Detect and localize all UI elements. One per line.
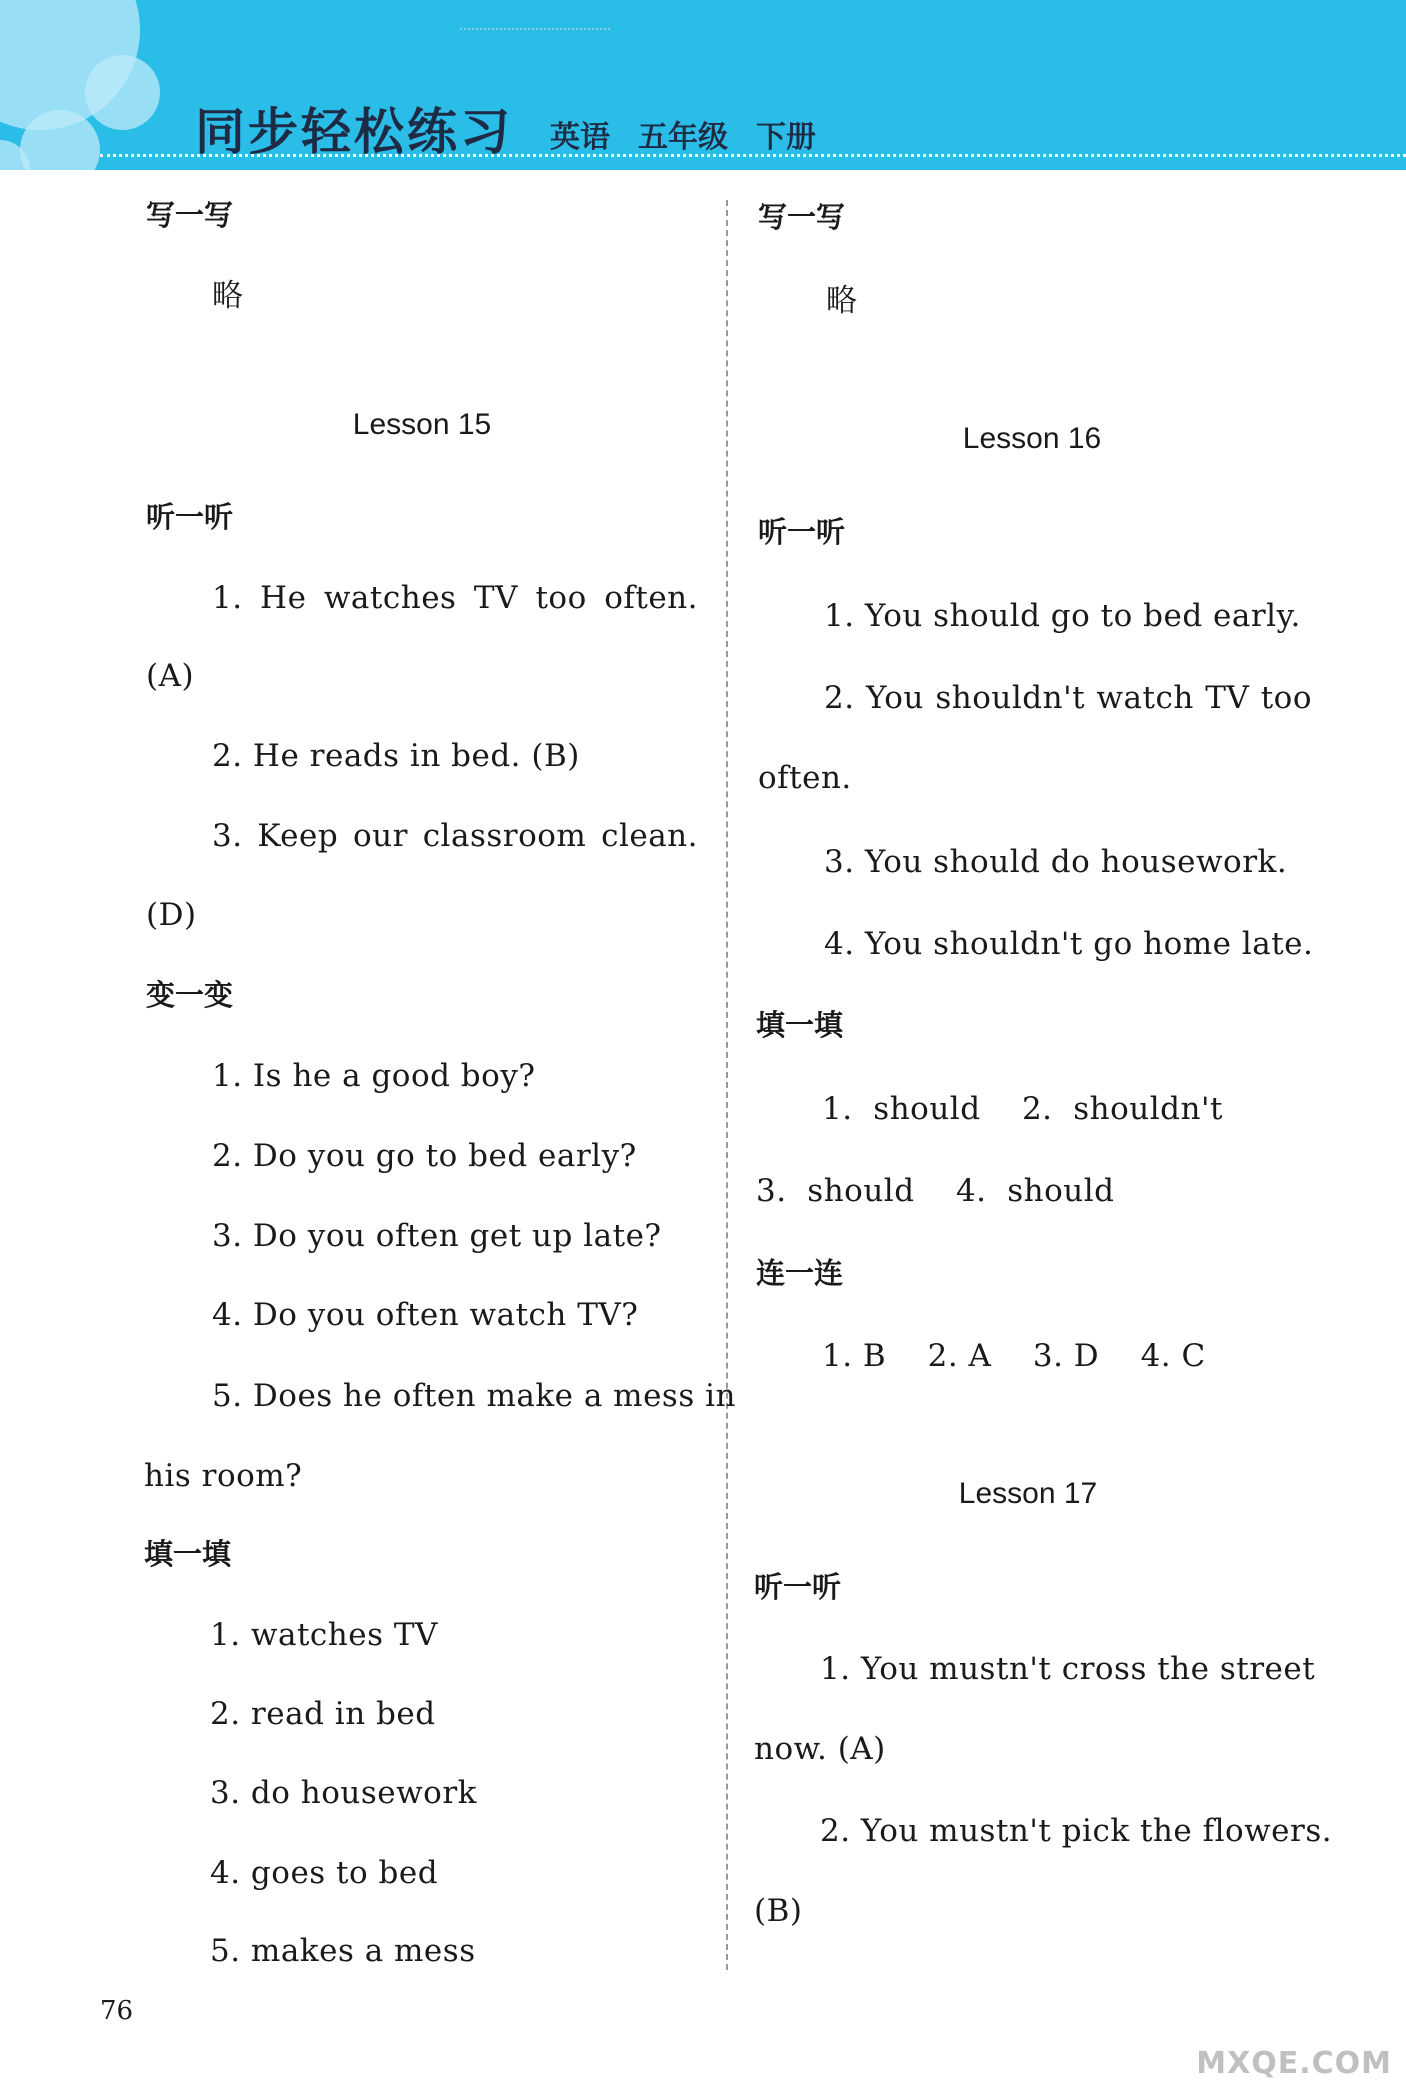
answer-line: (D)	[146, 897, 197, 933]
section-heading-listen: 听一听	[758, 515, 846, 549]
answer-line: (A)	[146, 658, 195, 694]
header-dotted-rule	[100, 154, 1406, 157]
answer-line: 2. You shouldn't watch TV too	[824, 680, 1312, 716]
section-heading-fill: 填一填	[144, 1537, 232, 1571]
grade-label: 五年级	[638, 120, 728, 155]
answer-line: 4. You shouldn't go home late.	[824, 926, 1314, 962]
answer-line: 3. should 4. should	[756, 1173, 1115, 1209]
section-heading-change: 变一变	[146, 978, 234, 1012]
section-heading-match: 连一连	[756, 1256, 844, 1290]
decor-line	[460, 28, 610, 30]
header-banner	[0, 0, 1406, 170]
answer-line: his room?	[144, 1458, 303, 1494]
answer-line: 2. You mustn't pick the flowers.	[820, 1813, 1333, 1849]
answer-line: 3. Do you often get up late?	[212, 1218, 662, 1254]
lesson-title: Lesson 17	[958, 1477, 1098, 1510]
answer-line: now. (A)	[754, 1731, 886, 1767]
section-heading-fill: 填一填	[756, 1008, 844, 1042]
answer-line: 2. He reads in bed. (B)	[212, 738, 580, 774]
answer-line: 1. Is he a good boy?	[212, 1058, 536, 1094]
answer-line: 1. should 2. shouldn't	[822, 1091, 1223, 1127]
section-heading-write: 写一写	[758, 200, 846, 234]
answer-line: 2. Do you go to bed early?	[212, 1138, 637, 1174]
section-heading-listen: 听一听	[754, 1570, 842, 1604]
answer-line: 4. Do you often watch TV?	[212, 1297, 639, 1333]
answer-line: often.	[758, 760, 852, 796]
answer-line: 3. do housework	[210, 1775, 477, 1811]
answer-line: 1. He watches TV too often.	[212, 580, 698, 616]
answer-line: 4. goes to bed	[210, 1855, 439, 1891]
lesson-title: Lesson 16	[962, 422, 1102, 455]
answer-line: 5. makes a mess	[210, 1933, 476, 1969]
book-title: 同步轻松练习	[195, 103, 513, 161]
answer-line: 3. Keep our classroom clean.	[212, 818, 698, 854]
book-subtitle	[550, 112, 844, 156]
answer-line: 1. watches TV	[210, 1617, 438, 1653]
answer-line: 1. B 2. A 3. D 4. C	[822, 1338, 1206, 1374]
answer-line: 1. You mustn't cross the street	[820, 1651, 1316, 1687]
site-watermark: MXQE.COM	[1196, 2046, 1392, 2081]
answer-line: 1. You should go to bed early.	[824, 598, 1301, 634]
decor-bubble	[85, 55, 160, 130]
answer-omitted: 略	[826, 283, 858, 319]
answer-omitted: 略	[212, 278, 244, 314]
answer-line: 5. Does he often make a mess in	[212, 1378, 736, 1414]
column-divider	[726, 200, 728, 1970]
subject-label: 英语	[550, 120, 610, 155]
lesson-title: Lesson 15	[352, 408, 492, 441]
page-number: 76	[100, 1996, 134, 2026]
answer-line: 3. You should do housework.	[824, 844, 1288, 880]
answer-line: (B)	[754, 1893, 803, 1929]
section-heading-write: 写一写	[146, 198, 234, 232]
section-heading-listen: 听一听	[146, 500, 234, 534]
answer-line: 2. read in bed	[210, 1696, 436, 1732]
volume-label: 下册	[756, 120, 816, 155]
